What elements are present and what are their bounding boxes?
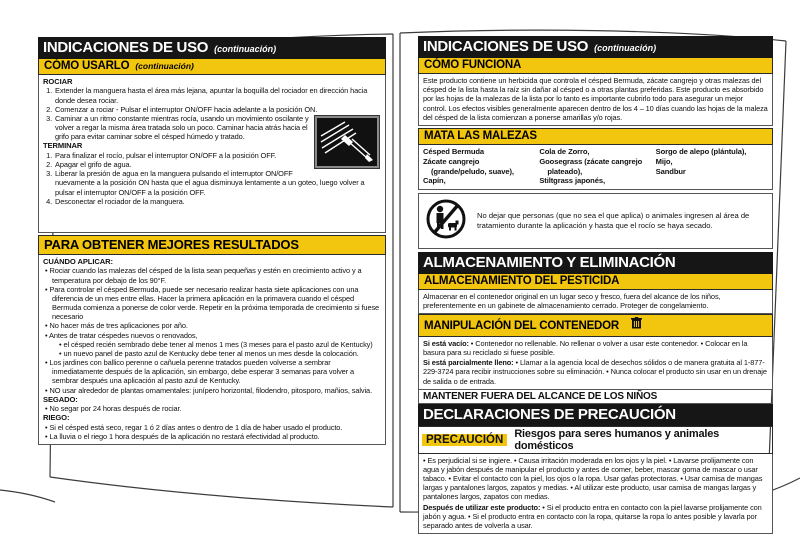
container-handling-header (418, 314, 773, 337)
watering-bullet: • Si el césped está seco, regar 1 ó 2 días antes o dentro de 1 día de haber usado el producto. (45, 423, 381, 432)
how-to-use-header (38, 59, 386, 75)
weed-name: Sorgo de alepo (plántula), (655, 146, 747, 156)
after-use-text: • Si el producto entra en contacto con la piel lavarse prolijamente con jabón y agua. • Si el producto entra en contacto con la ropa, quitarse la ropa lo antes posible y lavarla por separado antes de volverla a usar. (423, 502, 762, 530)
spray-step-text: Caminar a un ritmo constante mientras rocía, usando un movimiento oscilante y volver a regar la misma área tratada solo un poco. Caminar hacia atrás hacia el grifo para evitar caminar sobre el césped húmedo y tratado. (55, 113, 309, 142)
weed-name: Stiltgrass japonés, (539, 176, 605, 186)
weed-column-1 (423, 147, 535, 186)
container-partial-label: Si está parcialmente lleno: (423, 358, 514, 368)
right-directions-title: INDICACIONES DE USO (423, 38, 589, 55)
no-people-pets-icon (425, 198, 467, 243)
weed-name: Sandbur (655, 166, 686, 176)
weed-name: Zácate cangrejo (423, 156, 480, 166)
container-empty-instructions (423, 339, 768, 357)
new-lawn-sublist (43, 340, 381, 358)
storage-disposal-title: ALMACENAMIENTO Y ELIMINACIÓN (423, 253, 676, 271)
how-it-works-title: CÓMO FUNCIONA (424, 59, 522, 71)
weed-name: Césped Bermuda (423, 146, 485, 156)
weed-column-2 (539, 147, 651, 186)
mowing-list (43, 404, 381, 413)
watering-bullet: • La lluvia o el riego 1 hora después de la aplicación no restará efectividad al producto. (45, 432, 381, 441)
after-use-instructions (423, 503, 768, 531)
when-bullet: • NO usar alrededor de plantas ornamentales: junípero horizontal, filodendro, pitosporo, mañios, salvia. (45, 386, 381, 395)
weed-column-3 (656, 147, 768, 186)
spray-heading: ROCIAR (43, 77, 73, 86)
left-page (38, 37, 386, 445)
mowing-heading: SEGADO: (43, 394, 78, 404)
container-partial-instructions (423, 358, 768, 386)
storage-disposal-header (418, 252, 773, 274)
kills-weeds-title: MATA LAS MALEZAS (424, 129, 537, 142)
precautionary-statements-title: DECLARACIONES DE PRECAUCIÓN (423, 405, 676, 423)
how-it-works-header (418, 58, 773, 74)
pesticide-storage-header (418, 274, 773, 290)
left-directions-continuation: (continuación) (214, 44, 277, 54)
when-bullet: • Antes de tratar céspedes nuevos o renovados, (45, 331, 381, 340)
when-bullet: • Para controlar el césped Bermuda, puede ser necesario realizar hasta siete aplicaciones con una diferencia de un mes entre ellas. Hacer la primera aplicación en la primavera cuando el césped Bermuda comienza a ponerse de color verde. Repetir en la próxima temporada de crecimiento si fuese necesario (45, 285, 381, 322)
when-to-apply-list-2 (43, 358, 381, 395)
spray-steps (43, 86, 381, 141)
container-icon (631, 316, 642, 334)
finish-step: 3. Liberar la presión de agua en la manguera pulsando el interruptor ON/OFF nuevamente a la posición ON hasta que el agua disminuya lentamente a un goteo, luego volver a pulsar el interruptor ON/OFF a la posición OFF. (54, 169, 381, 197)
best-results-title: PARA OBTENER MEJORES RESULTADOS (44, 237, 299, 252)
container-empty-text: • Contenedor no rellenable. No rellenar o volver a usar este contenedor. • Colocar en la basura para su reciclado si fuese posible. (423, 338, 748, 358)
finish-step: 2. Apagar el grifo de agua. (54, 160, 381, 169)
when-bullet: • Los jardines con ballico perenne o cañuela perenne tratados pueden volverse a sembrar inmediatamente después de la aplicación, sin embargo, debe esperar 3 semanas para volver a sembrar después una aplicación al pasto azul de Kentucky. (45, 358, 381, 386)
precautionary-statements-header (418, 404, 773, 426)
caution-signal-row (418, 426, 773, 454)
left-directions-header (38, 37, 386, 59)
container-handling-body (418, 337, 773, 390)
re-entry-text: No dejar que personas (que no sea el que aplica) o animales ingresen al área de tratamiento durante la aplicación y hasta que el rocío se haya secado. (477, 210, 750, 230)
finish-step: 4. Desconectar el rociador de la manguera. (54, 197, 381, 206)
container-empty-label: Si está vacío: (423, 338, 469, 348)
pesticide-storage-body (418, 290, 773, 314)
when-bullet: • Rociar cuando las malezas del césped de la lista sean pequeñas y estén en crecimiento activo y a temperatura por debajo de los 90°F. (45, 266, 381, 284)
weed-name: Goosegrass (zácate cangrejo (539, 156, 643, 166)
kills-weeds-header (418, 128, 773, 145)
how-it-works-body (418, 74, 773, 126)
weed-list (418, 145, 773, 190)
weed-name: Cola de Zorro, (539, 146, 590, 156)
finish-heading: TERMINAR (43, 141, 83, 151)
weed-name: Capín, (423, 176, 446, 186)
container-partial-text: • Llamar a la agencia local de desechos sólidos o de manera gratuita al 1-877-229-3724 para recibir instrucciones sobre su eliminación. • Nunca colocar el producto sin usar en un drenaje de salida o de entrada. (423, 358, 767, 386)
re-entry-note (418, 193, 773, 248)
hazard-heading: Riesgos para seres humanos y animales domésticos (514, 427, 720, 452)
spray-step: 2. Comenzar a rociar - Pulsar el interruptor ON/OFF hacia adelante a la posición ON. (54, 105, 381, 114)
watering-heading: RIEGO: (43, 413, 70, 423)
pesticide-storage-title: ALMACENAMIENTO DEL PESTICIDA (424, 274, 620, 287)
best-results-body (38, 255, 386, 445)
left-directions-title: INDICACIONES DE USO (43, 39, 209, 56)
weed-name: (grande/peludo, suave), (431, 166, 514, 176)
when-to-apply-list (43, 266, 381, 339)
after-use-label: Después de utilizar este producto: (423, 502, 541, 512)
pesticide-storage-text: Almacenar en el contenedor original en un lugar seco y fresco, fuera del alcance de los niños, preferentemente en un gabinete de almacenamiento cerrado. Proteger de congelamiento. (423, 291, 721, 310)
new-lawn-sub-bullet: • el césped recién sembrado debe tener al menos 1 mes (3 meses para el pasto azul de Kentucky) (59, 340, 381, 349)
right-directions-header (418, 36, 773, 58)
when-to-apply-heading: CUÁNDO APLICAR: (43, 257, 113, 266)
spray-step: 1. Extender la manguera hasta el área más lejana, apuntar la boquilla del rociador en dirección hacia donde desea rociar. (54, 86, 381, 104)
mowing-bullet: • No segar por 24 horas después de rociar. (45, 404, 381, 413)
weed-name: plateado), (547, 166, 583, 176)
keep-out-of-reach-statement: MANTENER FUERA DEL ALCANCE DE LOS NIÑOS (418, 390, 773, 404)
watering-list (43, 423, 381, 441)
how-to-use-body (38, 75, 386, 233)
precaution-body (418, 454, 773, 534)
how-to-use-continuation: (continuación) (135, 61, 194, 71)
when-bullet: • No hacer más de tres aplicaciones por año. (45, 321, 381, 330)
container-handling-title: MANIPULACIÓN DEL CONTENEDOR (424, 319, 620, 332)
spray-step (54, 114, 381, 142)
best-results-header (38, 235, 386, 255)
right-directions-continuation: (continuación) (594, 43, 657, 53)
finish-step: 1. Para finalizar el rocío, pulsar el interruptor ON/OFF a la posición OFF. (54, 151, 381, 160)
new-lawn-sub-bullet: • un nuevo panel de pasto azul de Kentucky debe tener al menos un mes desde la colocación. (59, 349, 381, 358)
caution-signal-word: PRECAUCIÓN (422, 434, 507, 446)
precaution-bullets: • Es perjudicial si se ingiere. • Causa irritación moderada en los ojos y la piel. • Lavarse prolijamente con agua y jabón después de manipular el producto y antes de comer, beber, mascar goma de mascar o usar tabaco. • Evitar el contacto con la piel, los ojos o la ropa. Usar gafas protectoras. • Usar camisa de mangas largas y pantalones largos, zapatos y medias. • Al utilizar este producto, usar camisa de mangas largas y pantalones largos, zapatos con medias. (423, 455, 763, 502)
how-to-use-title: CÓMO USARLO (44, 60, 130, 72)
how-it-works-text: Este producto contiene un herbicida que controla el césped Bermuda, zácate cangrejo y otras malezas del césped de la lista hasta la raíz sin dañar al césped o a otras plantas preferidas. Este producto es absorbido por las hojas de la malezas de la lista por lo tanto es importante cubrirlo todo para asegurar un mejor control. Los efectos visibles generalmente aparecen dentro de los 4 – 10 días cuando las hojas de la maleza del césped de la lista comienzan a ponerse amarillas y/o rojas. (423, 76, 768, 122)
sprayer-illustration (315, 116, 379, 168)
right-page (418, 36, 773, 534)
sprayer-icon (315, 116, 379, 168)
weed-name: Mijo, (655, 156, 673, 166)
